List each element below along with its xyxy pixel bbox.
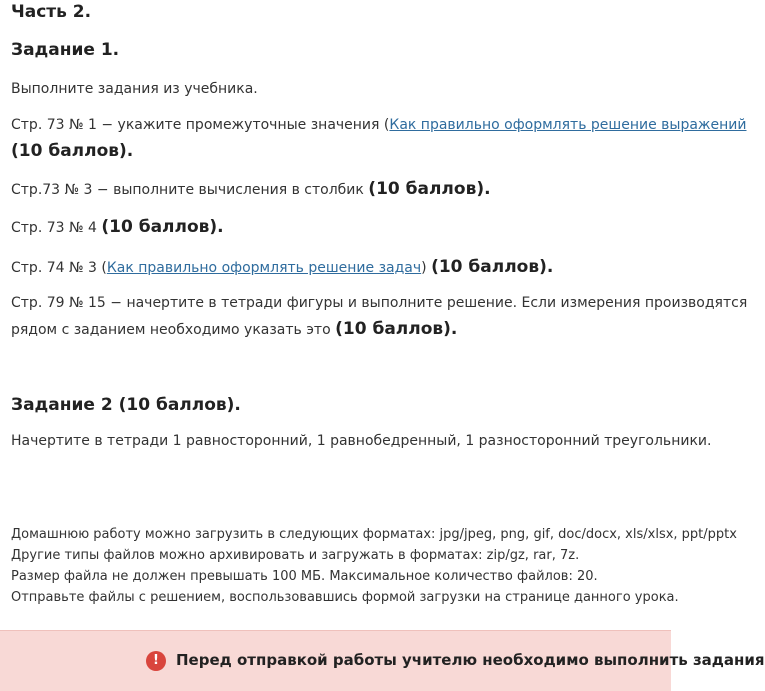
task1-item4-text-before: Стр. 74 № 3 ( xyxy=(11,260,107,276)
task1-intro: Выполните задания из учебника. xyxy=(11,81,258,97)
task1-item3-points: (10 баллов). xyxy=(101,217,224,237)
warning-text: Перед отправкой работы учителю необходимо выполнить задания xyxy=(176,651,765,669)
task1-item4-text-after: ) xyxy=(421,260,432,276)
task1-item1 xyxy=(11,115,747,135)
upload-info-limits: Размер файла не должен превышать 100 МБ. Максимальное количество файлов: 20. xyxy=(11,569,598,584)
warning-icon: ! xyxy=(146,651,166,671)
task1-item3 xyxy=(11,217,224,238)
task1-item4-points: (10 баллов). xyxy=(431,257,554,277)
task2-text: Начертите в тетради 1 равносторонний, 1 равнобедренный, 1 разносторонний треугольники. xyxy=(11,433,712,449)
expressions-guide-link[interactable]: Как правильно оформлять решение выражений xyxy=(389,117,747,133)
upload-info-archives: Другие типы файлов можно архивировать и загружать в форматах: zip/gz, rar, 7z. xyxy=(11,548,580,563)
warning-banner xyxy=(0,630,765,691)
task1-item2-points: (10 баллов). xyxy=(368,179,491,199)
task1-item5-text: рядом с заданием необходимо указать это xyxy=(11,322,336,338)
upload-info-formats: Домашнюю работу можно загрузить в следующих форматах: jpg/jpeg, png, gif, doc/docx, xls/xlsx, ppt/pptx xyxy=(11,527,737,542)
task1-item5-line1: Стр. 79 № 15 − начертите в тетради фигуры и выполните решение. Если измерения производятся xyxy=(11,295,748,311)
task1-item2-text: Стр.73 № 3 − выполните вычисления в столбик xyxy=(11,182,369,198)
upload-info-instructions: Отправьте файлы с решением, воспользовавшись формой загрузки на странице данного урока. xyxy=(11,590,679,605)
task1-title: Задание 1. xyxy=(11,40,120,60)
task2-title: Задание 2 (10 баллов). xyxy=(11,395,241,415)
task1-item5-points: (10 баллов). xyxy=(335,319,458,339)
task1-item5-line2 xyxy=(11,319,457,340)
tasks-guide-link[interactable]: Как правильно оформлять решение задач xyxy=(106,260,422,276)
part-title: Часть 2. xyxy=(11,2,92,22)
task1-item1-points: (10 баллов). xyxy=(11,141,134,161)
task1-item2 xyxy=(11,179,491,200)
task1-item3-text: Стр. 73 № 4 xyxy=(11,220,102,236)
task1-item4 xyxy=(11,257,553,278)
task1-item1-text: Стр. 73 № 1 − укажите промежуточные значения ( xyxy=(11,117,390,133)
